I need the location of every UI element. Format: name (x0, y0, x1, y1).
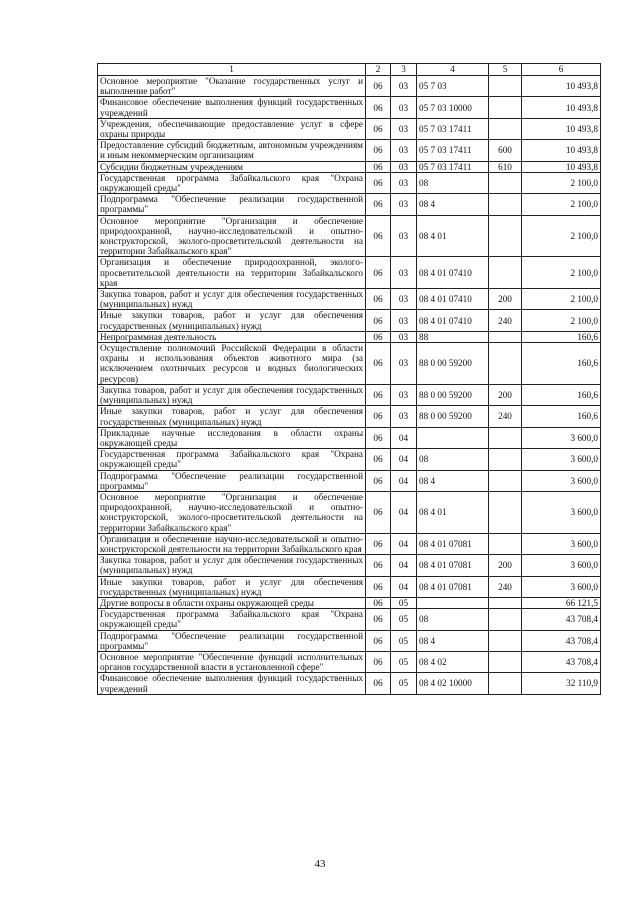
expense-type-cell (489, 470, 522, 491)
subsection-code-cell: 04 (391, 427, 417, 448)
amount-cell: 10 493,8 (522, 161, 601, 172)
table-row (98, 651, 601, 672)
row-name-cell: Основное мероприятие "Организация и обеспечение природоохранной, научно-исследовательской и опытно-конструкторской, эколого-просветительской деятельности на территории Забайкальского края" (98, 215, 366, 257)
amount-cell: 3 600,0 (522, 449, 601, 470)
subsection-code-cell: 03 (391, 215, 417, 257)
table-row (98, 491, 601, 533)
row-name-cell: Основное мероприятие "Оказание государственных услуг и выполнение работ" (98, 76, 366, 97)
row-name-cell: Организация и обеспечение научно-исследовательской и опытно-конструкторской деятельности на территории Забайкальского края (98, 533, 366, 554)
amount-cell: 2 100,0 (522, 215, 601, 257)
section-code-cell: 06 (366, 470, 391, 491)
expense-type-cell: 200 (489, 289, 522, 310)
table-row (98, 555, 601, 576)
table-row (98, 576, 601, 597)
subsection-code-cell: 03 (391, 257, 417, 289)
expense-type-cell (489, 651, 522, 672)
row-name-cell: Государственная программа Забайкальского края "Охрана окружающей среды" (98, 609, 366, 630)
row-name-cell: Непрограммная деятельность (98, 331, 366, 342)
target-article-cell: 08 4 (417, 630, 489, 651)
target-article-cell: 08 4 01 07081 (417, 555, 489, 576)
table-row (98, 140, 601, 161)
target-article-cell: 08 4 01 07410 (417, 310, 489, 331)
amount-cell: 66 121,5 (522, 597, 601, 608)
table-row (98, 609, 601, 630)
row-name-cell: Учреждения, обеспечивающие предоставление услуг в сфере охраны природы (98, 118, 366, 139)
expense-type-cell (489, 172, 522, 193)
target-article-cell: 08 4 (417, 470, 489, 491)
section-code-cell: 06 (366, 289, 391, 310)
table-row (98, 406, 601, 427)
table-row (98, 97, 601, 118)
subsection-code-cell: 05 (391, 651, 417, 672)
section-code-cell: 06 (366, 161, 391, 172)
row-name-cell: Финансовое обеспечение выполнения функций государственных учреждений (98, 97, 366, 118)
page-number: 43 (314, 858, 326, 870)
amount-cell: 2 100,0 (522, 310, 601, 331)
expense-type-cell (489, 331, 522, 342)
section-code-cell: 06 (366, 310, 391, 331)
subsection-code-cell: 05 (391, 597, 417, 608)
expense-type-cell: 240 (489, 310, 522, 331)
target-article-cell: 05 7 03 17411 (417, 161, 489, 172)
subsection-code-cell: 03 (391, 172, 417, 193)
subsection-code-cell: 03 (391, 118, 417, 139)
target-article-cell: 08 4 01 (417, 215, 489, 257)
target-article-cell: 08 (417, 609, 489, 630)
target-article-cell: 08 4 01 07410 (417, 289, 489, 310)
row-name-cell: Подпрограмма "Обеспечение реализации государственной программы" (98, 194, 366, 215)
subsection-code-cell: 04 (391, 470, 417, 491)
header-row (98, 64, 601, 76)
expense-type-cell (489, 491, 522, 533)
expense-type-cell (489, 630, 522, 651)
expense-type-cell (489, 215, 522, 257)
target-article-cell: 05 7 03 17411 (417, 118, 489, 139)
header-cell-2: 2 (366, 64, 391, 76)
subsection-code-cell: 05 (391, 673, 417, 694)
table-body (98, 76, 601, 695)
table-row (98, 161, 601, 172)
row-name-cell: Закупка товаров, работ и услуг для обеспечения государственных (муниципальных) нужд (98, 289, 366, 310)
section-code-cell: 06 (366, 609, 391, 630)
amount-cell: 10 493,8 (522, 140, 601, 161)
section-code-cell: 06 (366, 576, 391, 597)
section-code-cell: 06 (366, 194, 391, 215)
amount-cell: 160,6 (522, 331, 601, 342)
section-code-cell: 06 (366, 597, 391, 608)
row-name-cell: Иные закупки товаров, работ и услуг для обеспечения государственных (муниципальных) нужд (98, 406, 366, 427)
row-name-cell: Иные закупки товаров, работ и услуг для обеспечения государственных (муниципальных) нужд (98, 576, 366, 597)
target-article-cell: 08 4 02 (417, 651, 489, 672)
header-cell-6: 6 (522, 64, 601, 76)
amount-cell: 3 600,0 (522, 427, 601, 448)
section-code-cell: 06 (366, 97, 391, 118)
subsection-code-cell: 05 (391, 609, 417, 630)
table-row (98, 673, 601, 694)
amount-cell: 10 493,8 (522, 97, 601, 118)
target-article-cell: 88 0 00 59200 (417, 406, 489, 427)
section-code-cell: 06 (366, 651, 391, 672)
table-row (98, 533, 601, 554)
subsection-code-cell: 03 (391, 140, 417, 161)
subsection-code-cell: 04 (391, 449, 417, 470)
target-article-cell: 05 7 03 17411 (417, 140, 489, 161)
amount-cell: 3 600,0 (522, 470, 601, 491)
subsection-code-cell: 04 (391, 533, 417, 554)
amount-cell: 160,6 (522, 343, 601, 385)
expense-type-cell (489, 449, 522, 470)
expense-type-cell (489, 597, 522, 608)
budget-table (97, 63, 601, 695)
subsection-code-cell: 03 (391, 76, 417, 97)
row-name-cell: Основное мероприятие "Обеспечение функций исполнительных органов государственной власти в установленной сфере" (98, 651, 366, 672)
expense-type-cell (489, 427, 522, 448)
table-row (98, 215, 601, 257)
amount-cell: 3 600,0 (522, 576, 601, 597)
expense-type-cell (489, 118, 522, 139)
subsection-code-cell: 04 (391, 491, 417, 533)
target-article-cell: 08 4 (417, 194, 489, 215)
table-row (98, 194, 601, 215)
section-code-cell: 06 (366, 491, 391, 533)
subsection-code-cell: 03 (391, 384, 417, 405)
section-code-cell: 06 (366, 331, 391, 342)
section-code-cell: 06 (366, 533, 391, 554)
section-code-cell: 06 (366, 406, 391, 427)
target-article-cell: 05 7 03 (417, 76, 489, 97)
section-code-cell: 06 (366, 172, 391, 193)
target-article-cell (417, 597, 489, 608)
expense-type-cell: 240 (489, 406, 522, 427)
expense-type-cell (489, 97, 522, 118)
target-article-cell: 08 (417, 172, 489, 193)
table-row (98, 470, 601, 491)
row-name-cell: Иные закупки товаров, работ и услуг для обеспечения государственных (муниципальных) нужд (98, 310, 366, 331)
table-row (98, 289, 601, 310)
target-article-cell: 88 0 00 59200 (417, 384, 489, 405)
amount-cell: 43 708,4 (522, 651, 601, 672)
subsection-code-cell: 03 (391, 343, 417, 385)
table-row (98, 172, 601, 193)
expense-type-cell (489, 257, 522, 289)
amount-cell: 2 100,0 (522, 194, 601, 215)
section-code-cell: 06 (366, 384, 391, 405)
header-cell-5: 5 (489, 64, 522, 76)
expense-type-cell: 200 (489, 555, 522, 576)
table-row (98, 597, 601, 608)
row-name-cell: Организация и обеспечение природоохранной, эколого-просветительской деятельности на территории Забайкальского края (98, 257, 366, 289)
target-article-cell: 08 4 01 (417, 491, 489, 533)
section-code-cell: 06 (366, 630, 391, 651)
section-code-cell: 06 (366, 215, 391, 257)
subsection-code-cell: 05 (391, 630, 417, 651)
amount-cell: 3 600,0 (522, 533, 601, 554)
section-code-cell: 06 (366, 555, 391, 576)
table-row (98, 76, 601, 97)
expense-type-cell (489, 533, 522, 554)
table-row (98, 449, 601, 470)
target-article-cell: 08 4 02 10000 (417, 673, 489, 694)
expense-type-cell: 600 (489, 140, 522, 161)
subsection-code-cell: 03 (391, 97, 417, 118)
expense-type-cell: 200 (489, 384, 522, 405)
expense-type-cell: 240 (489, 576, 522, 597)
header-cell-1: 1 (98, 64, 366, 76)
expense-type-cell: 610 (489, 161, 522, 172)
amount-cell: 43 708,4 (522, 609, 601, 630)
subsection-code-cell: 03 (391, 194, 417, 215)
row-name-cell: Государственная программа Забайкальского края "Охрана окружающей среды" (98, 449, 366, 470)
amount-cell: 2 100,0 (522, 257, 601, 289)
row-name-cell: Прикладные научные исследования в области охраны окружающей среды (98, 427, 366, 448)
section-code-cell: 06 (366, 673, 391, 694)
amount-cell: 160,6 (522, 384, 601, 405)
expense-type-cell (489, 194, 522, 215)
target-article-cell: 05 7 03 10000 (417, 97, 489, 118)
target-article-cell: 88 (417, 331, 489, 342)
subsection-code-cell: 04 (391, 555, 417, 576)
header-cell-3: 3 (391, 64, 417, 76)
subsection-code-cell: 03 (391, 331, 417, 342)
table-row (98, 118, 601, 139)
amount-cell: 2 100,0 (522, 172, 601, 193)
subsection-code-cell: 03 (391, 310, 417, 331)
section-code-cell: 06 (366, 343, 391, 385)
row-name-cell: Закупка товаров, работ и услуг для обеспечения государственных (муниципальных) нужд (98, 555, 366, 576)
table-row (98, 343, 601, 385)
row-name-cell: Осуществление полномочий Российской Федерации в области охраны и использования объектов животного мира (за исключением охотничьих ресурсов и водных биологических ресурсов) (98, 343, 366, 385)
amount-cell: 10 493,8 (522, 118, 601, 139)
section-code-cell: 06 (366, 449, 391, 470)
section-code-cell: 06 (366, 118, 391, 139)
amount-cell: 10 493,8 (522, 76, 601, 97)
amount-cell: 32 110,9 (522, 673, 601, 694)
section-code-cell: 06 (366, 140, 391, 161)
row-name-cell: Государственная программа Забайкальского края "Охрана окружающей среды" (98, 172, 366, 193)
row-name-cell: Предоставление субсидий бюджетным, автономным учреждениям и иным некоммерческим организациям (98, 140, 366, 161)
row-name-cell: Финансовое обеспечение выполнения функций государственных учреждений (98, 673, 366, 694)
expense-type-cell (489, 673, 522, 694)
table-row (98, 384, 601, 405)
expense-type-cell (489, 343, 522, 385)
section-code-cell: 06 (366, 427, 391, 448)
row-name-cell: Закупка товаров, работ и услуг для обеспечения государственных (муниципальных) нужд (98, 384, 366, 405)
section-code-cell: 06 (366, 257, 391, 289)
subsection-code-cell: 03 (391, 289, 417, 310)
target-article-cell: 88 0 00 59200 (417, 343, 489, 385)
table-row (98, 630, 601, 651)
subsection-code-cell: 03 (391, 161, 417, 172)
table-row (98, 257, 601, 289)
subsection-code-cell: 04 (391, 576, 417, 597)
expense-type-cell (489, 609, 522, 630)
target-article-cell (417, 427, 489, 448)
row-name-cell: Подпрограмма "Обеспечение реализации государственной программы" (98, 630, 366, 651)
amount-cell: 3 600,0 (522, 491, 601, 533)
section-code-cell: 06 (366, 76, 391, 97)
row-name-cell: Подпрограмма "Обеспечение реализации государственной программы" (98, 470, 366, 491)
row-name-cell: Субсидии бюджетным учреждениям (98, 161, 366, 172)
table-row (98, 427, 601, 448)
table-row (98, 331, 601, 342)
expense-type-cell (489, 76, 522, 97)
amount-cell: 2 100,0 (522, 289, 601, 310)
amount-cell: 43 708,4 (522, 630, 601, 651)
row-name-cell: Основное мероприятие "Организация и обеспечение природоохранной, научно-исследовательской и опытно-конструкторской, эколого-просветительской деятельности на территории Забайкальского края" (98, 491, 366, 533)
target-article-cell: 08 4 01 07081 (417, 576, 489, 597)
subsection-code-cell: 03 (391, 406, 417, 427)
target-article-cell: 08 4 01 07081 (417, 533, 489, 554)
header-cell-4: 4 (417, 64, 489, 76)
row-name-cell: Другие вопросы в области охраны окружающей среды (98, 597, 366, 608)
target-article-cell: 08 (417, 449, 489, 470)
table-row (98, 310, 601, 331)
amount-cell: 160,6 (522, 406, 601, 427)
amount-cell: 3 600,0 (522, 555, 601, 576)
target-article-cell: 08 4 01 07410 (417, 257, 489, 289)
